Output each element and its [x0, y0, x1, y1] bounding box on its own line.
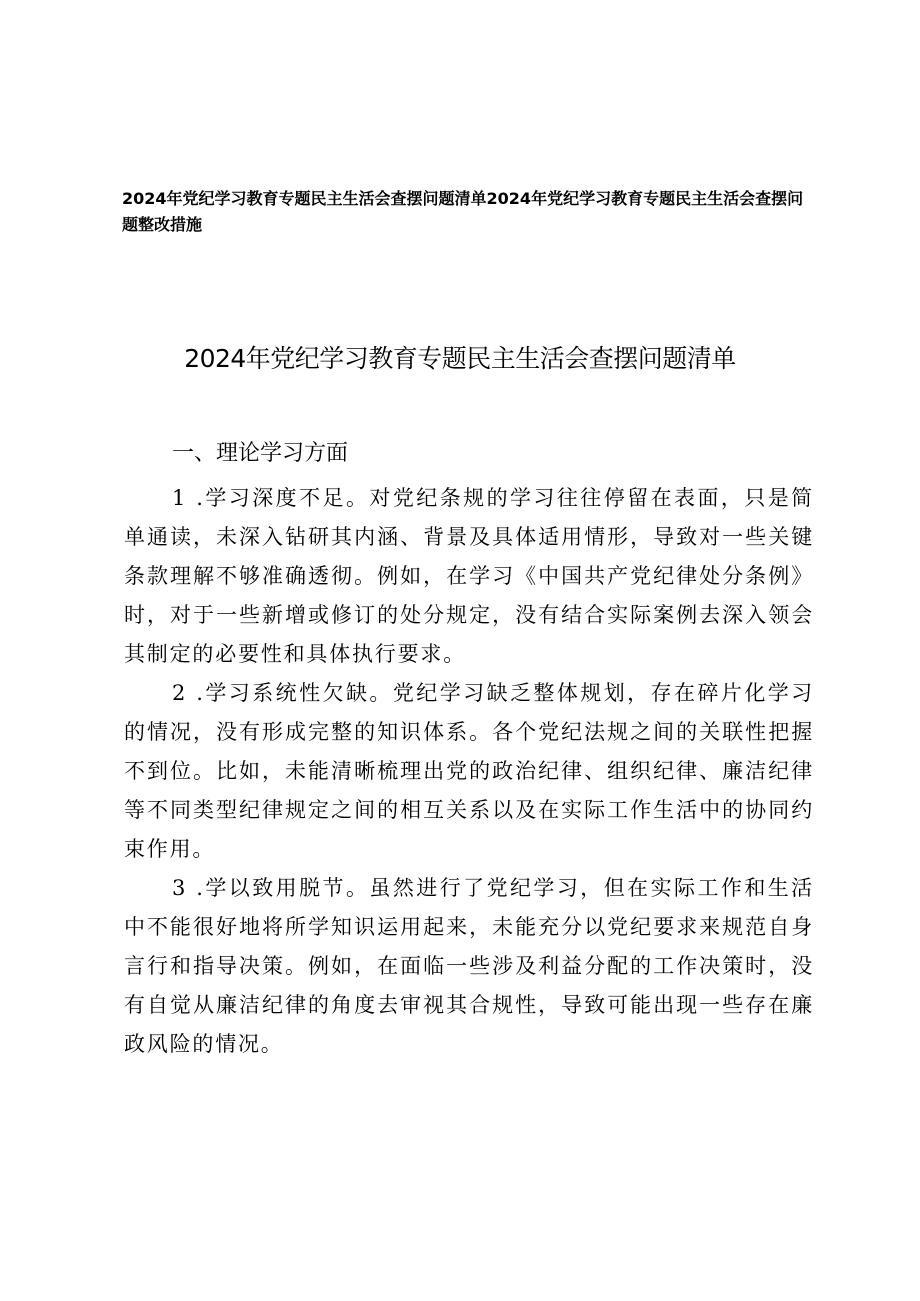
paragraph-3: 3 .学以致用脱节。虽然进行了党纪学习，但在实际工作和生活中不能很好地将所学知识运用起来，未能充分以党纪要求来规范自身言行和指导决策。例如，在面临一些涉及利益分配的工作决策时，没有自觉从廉洁纪律的角度去审视其合规性，导致可能出现一些存在廉政风险的情况。 — [124, 876, 814, 1056]
document-header: 2024年党纪学习教育专题民主生活会查摆问题清单2024年党纪学习教育专题民主生活会查摆问题整改措施 — [122, 189, 804, 234]
section-heading: 一、理论学习方面 — [172, 441, 349, 466]
document-body — [124, 479, 814, 1064]
paragraph-1: 1 .学习深度不足。对党纪条规的学习往往停留在表面，只是简单通读，未深入钻研其内涵、背景及具体适用情形，导致对一些关键条款理解不够准确透彻。例如，在学习《中国共产党纪律处分条例》时，对于一些新增或修订的处分规定，没有结合实际案例去深入领会其制定的必要性和具体执行要求。 — [124, 486, 814, 666]
paragraph-2: 2 .学习系统性欠缺。党纪学习缺乏整体规划，存在碎片化学习的情况，没有形成完整的知识体系。各个党纪法规之间的关联性把握不到位。比如，未能清晰梳理出党的政治纪律、组织纪律、廉洁纪律等不同类型纪律规定之间的相互关系以及在实际工作生活中的协同约束作用。 — [124, 681, 814, 861]
document-title: 2024年党纪学习教育专题民主生活会查摆问题清单 — [184, 344, 736, 373]
